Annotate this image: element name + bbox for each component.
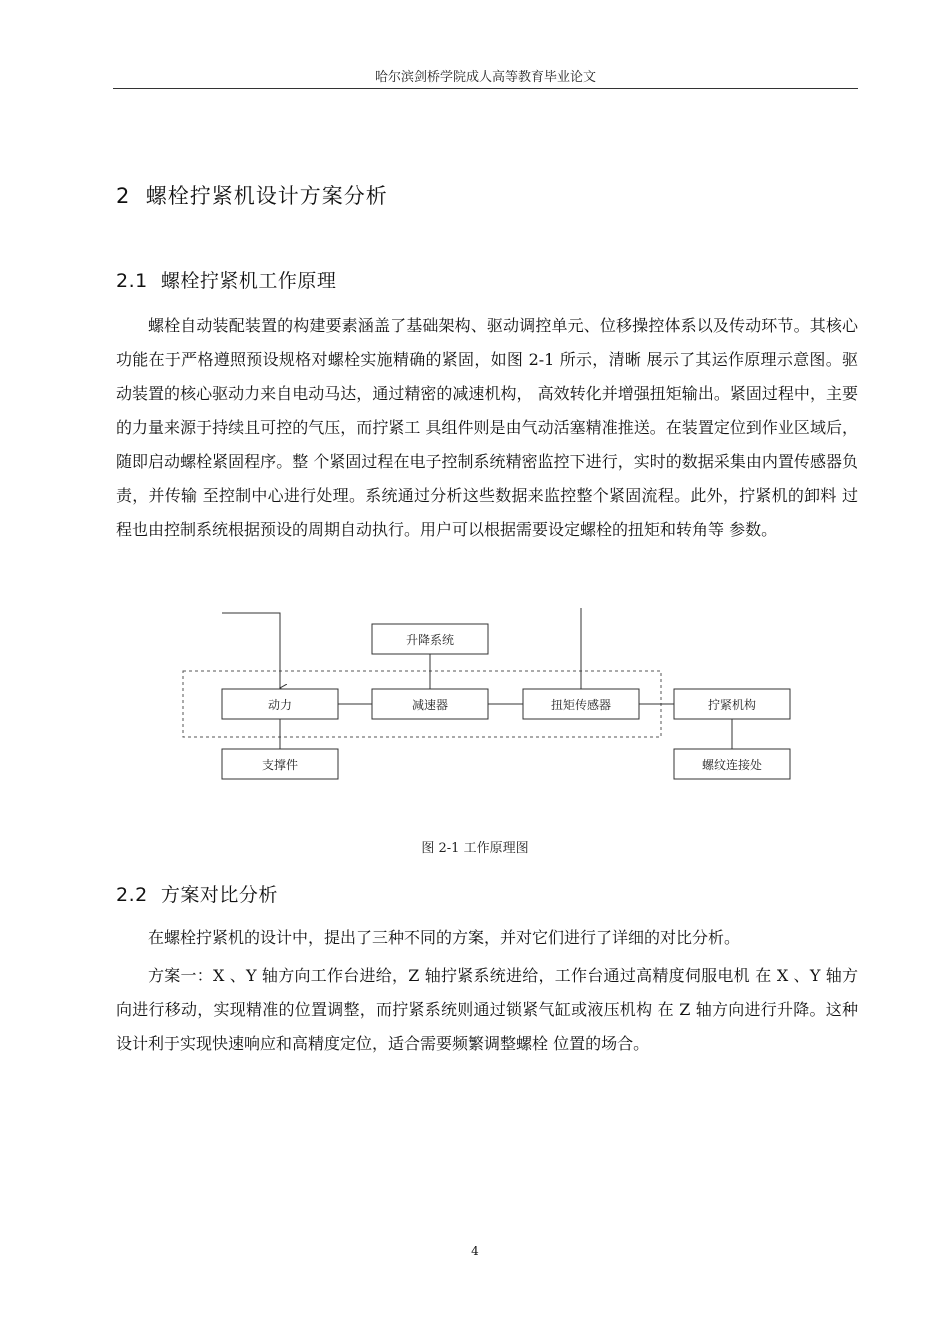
section-2-2-heading [116,880,278,907]
section-2-2-number: 2.2 [116,884,148,906]
box-power-label: 动力 [267,698,293,712]
section-2-1-title: 螺栓拧紧机工作原理 [160,270,337,292]
box-reducer [372,689,488,719]
section-2-1-number: 2.1 [116,270,148,292]
chapter-heading [116,180,388,210]
box-power [222,689,338,719]
box-torque-sensor [523,689,639,719]
box-support [222,749,338,779]
figure-caption: 图 2-1 工作原理图 [421,841,529,856]
section-2-2-paragraph-2: 方案一：X 、Y 轴方向工作台进给，Z 轴拧紧系统进给，工作台通过高精度伺服电机 在 X 、Y 轴方向进行移动，实现精准的位置调整，而拧紧系统则通过锁紧气缸或液压机构 在 Z 轴方向进行升降。这种设计利于实现快速响应和高精度定位，适合需要频繁调整螺栓 位置的场合。 [116,966,858,1053]
box-lift-label: 升降系统 [405,633,455,647]
section-2-1-heading [116,266,336,293]
running-header: 哈尔滨剑桥学院成人高等教育毕业论文 [374,70,596,85]
box-reducer-label: 减速器 [411,698,449,712]
section-2-2-paragraph-1: 在螺栓拧紧机的设计中，提出了三种不同的方案，并对它们进行了详细的对比分析。 [148,928,741,947]
chapter-number: 2 [116,184,131,208]
section-2-2-title: 方案对比分析 [160,884,278,906]
box-lift-system [372,624,488,654]
section-2-1-paragraph: 螺栓自动装配装置的构建要素涵盖了基础架构、驱动调控单元、位移操控体系以及传动环节。其核心功能在于严格遵照预设规格对螺栓实施精确的紧固，如图 2-1 所示，清晰 展示了其运作原理示意图。驱动装置的核心驱动力来自电动马达，通过精密的减速机构， 高效转化并增强扭矩输出。紧固过程中，主要的力量来源于持续且可控的气压，而拧紧工 具组件则是由气动活塞精准推送。在装置定位到作业区域后，随即启动螺栓紧固程序。整 个紧固过程在电子控制系统精密监控下进行，实时的数据采集由内置传感器负责，并传输 至控制中心进行处理。系统通过分析这些数据来监控整个紧固流程。此外，拧紧机的卸料 过程也由控制系统根据预设的周期自动执行。用户可以根据需要设定螺栓的扭矩和转角等 参数。 [116,316,858,539]
box-tightening-mechanism [674,689,790,719]
chapter-title: 螺栓拧紧机设计方案分析 [145,184,388,208]
box-torque-sensor-label: 扭矩传感器 [550,698,612,712]
page-number: 4 [471,1244,479,1258]
arrow-to-power [222,613,280,688]
box-tightening-label: 拧紧机构 [707,698,757,712]
box-thread-label: 螺纹连接处 [701,758,763,772]
box-thread-connection [674,749,790,779]
box-support-label: 支撑件 [261,758,299,772]
header-rule [113,88,858,89]
working-principle-diagram [170,608,800,788]
